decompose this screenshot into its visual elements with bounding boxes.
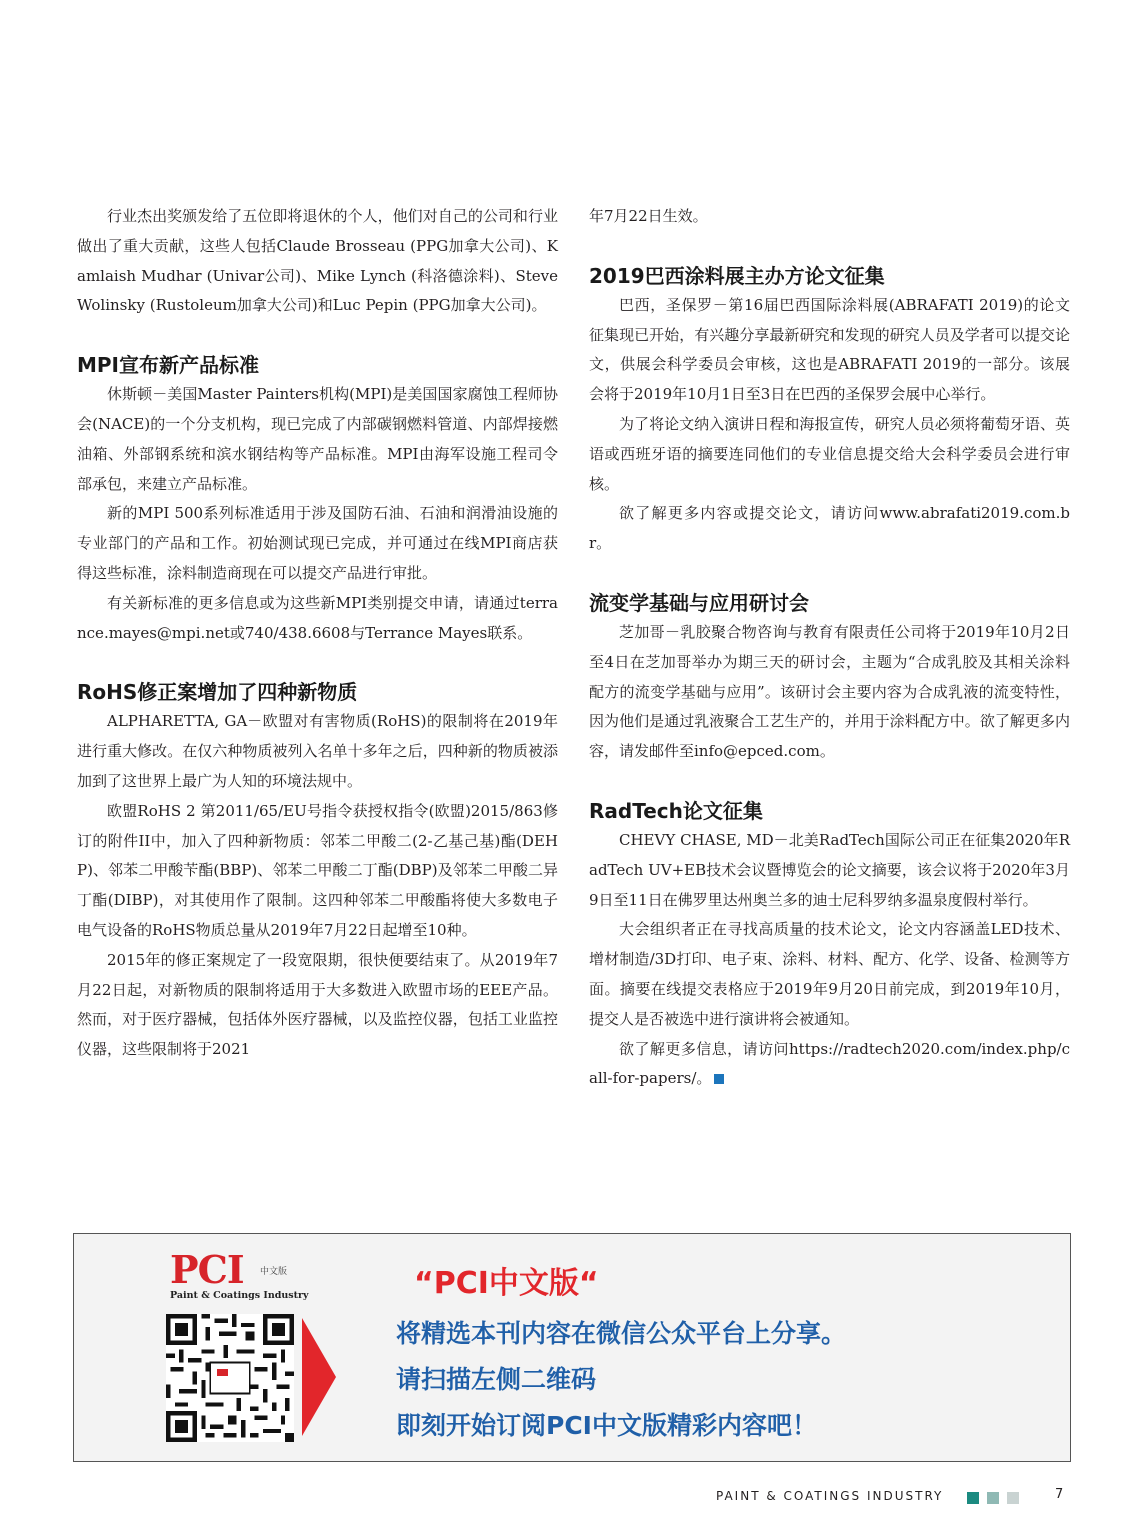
paragraph-mpi-2: 新的MPI 500系列标准适用于涉及国防石油、石油和润滑油设施的专业部门的产品和工作。初始测试现已完成，并可通过在线MPI商店获得这些标准，涂料制造商现在可以提交产品进行审批。 bbox=[77, 504, 558, 582]
left-column bbox=[77, 202, 558, 1065]
heading-brazil: 2019巴西涂料展主办方论文征集 bbox=[589, 263, 885, 288]
pci-logo bbox=[170, 1247, 309, 1302]
paragraph-rohs-3: 2015年的修正案规定了一段宽限期，很快便要结束了。从2019年7月22日起，对新物质的限制将适用于大多数进入欧盟市场的EEE产品。然而，对于医疗器械，包括体外医疗器械，以及监控仪器，包括工业监控仪器，这些限制将于2021 bbox=[77, 950, 558, 1059]
paragraph-rheology: 芝加哥－乳胶聚合物咨询与教育有限责任公司将于2019年10月2日至4日在芝加哥举办为期三天的研讨会，主题为“合成乳胶及其相关涂料配方的流变学基础与应用”。该研讨会主要内容为合成乳液的流变特性，因为他们是通过乳液聚合工艺生产的，并用于涂料配方中。欲了解更多内容，请发邮件至info@epced.com。 bbox=[589, 622, 1070, 761]
promo-box bbox=[73, 1233, 1071, 1462]
promo-line-3: 即刻开始订阅PCI中文版精彩内容吧！ bbox=[396, 1411, 817, 1440]
paragraph-radtech-1: CHEVY CHASE, MD－北美RadTech国际公司正在征集2020年RadTech UV+EB技术会议暨博览会的论文摘要，该会议将于2020年3月9日至11日在佛罗里达州奥兰多的迪士尼科罗纳多温泉度假村举行。 bbox=[589, 830, 1070, 909]
heading-mpi: MPI宣布新产品标准 bbox=[77, 353, 260, 378]
paragraph-rohs-continued: 年7月22日生效。 bbox=[589, 207, 708, 225]
pci-logo-cn: 中文版 bbox=[260, 1267, 288, 1277]
paragraph-radtech-2: 大会组织者正在寻找高质量的技术论文，论文内容涵盖LED技术、增材制造/3D打印、电子束、涂料、材料、配方、化学、设备、检测等方面。摘要在线提交表格应于2019年9月20日前完成，到2019年10月，提交人是否被选中进行演讲将会被通知。 bbox=[589, 920, 1070, 1028]
footer-magazine-name: PAINT & COATINGS INDUSTRY bbox=[716, 1489, 944, 1503]
paragraph-brazil-2: 为了将论文纳入演讲日程和海报宣传，研究人员必须将葡萄牙语、英语或西班牙语的摘要连同他们的专业信息提交给大会科学委员会进行审核。 bbox=[589, 414, 1070, 493]
paragraph-brazil-3: 欲了解更多内容或提交论文，请访问www.abrafati2019.com.br。 bbox=[589, 504, 1070, 553]
heading-rheology: 流变学基础与应用研讨会 bbox=[589, 590, 809, 615]
promo-line-1: 将精选本刊内容在微信公众平台上分享。 bbox=[396, 1319, 847, 1348]
paragraph-radtech-3 bbox=[589, 1035, 1070, 1095]
page-number: 7 bbox=[1055, 1487, 1064, 1502]
paragraph-awards: 行业杰出奖颁发给了五位即将退休的个人，他们对自己的公司和行业做出了重大贡献，这些人包括Claude Brosseau (PPG加拿大公司)、Kamlaish Mudhar (Univar公司)、Mike Lynch (科洛德涂料)、Steve Wolinsky (Rustoleum加拿大公司)和Luc Pepin (PPG加拿大公司)。 bbox=[77, 207, 558, 315]
heading-radtech: RadTech论文征集 bbox=[589, 798, 763, 823]
promo-line-2: 请扫描左侧二维码 bbox=[396, 1365, 597, 1394]
paragraph-rohs-1: ALPHARETTA, GA－欧盟对有害物质(RoHS)的限制将在2019年进行重大修改。在仅六种物质被列入名单十多年之后，四种新的物质被添加到了这世界上最广为人知的环境法规中。 bbox=[77, 712, 558, 790]
end-mark-icon bbox=[714, 1074, 724, 1084]
pci-logo-subtitle: Paint & Coatings Industry bbox=[170, 1290, 309, 1301]
paragraph-rohs-2: 欧盟RoHS 2 第2011/65/EU号指令获授权指令(欧盟)2015/863修订的附件II中，加入了四种新物质：邻苯二甲酸二(2-乙基己基)酯(DEHP)、邻苯二甲酸苄酯(BBP)、邻苯二甲酸二丁酯(DBP)及邻苯二甲酸二异丁酯(DIBP)，对其使用作了限制。这四种邻苯二甲酸酯将使大多数电子电气设备的RoHS物质总量从2019年7月22日起增至10种。 bbox=[77, 801, 558, 939]
pci-logo-text: PCI bbox=[170, 1247, 244, 1292]
heading-rohs: RoHS修正案增加了四种新物质 bbox=[77, 680, 358, 705]
paragraph-brazil-1: 巴西，圣保罗－第16届巴西国际涂料展(ABRAFATI 2019)的论文征集现已开始，有兴趣分享最新研究和发现的研究人员及学者可以提交论文，供展会科学委员会审核，这也是ABRAFATI 2019的一部分。该展会将于2019年10月1日至3日在巴西的圣保罗会展中心举行。 bbox=[589, 295, 1070, 404]
footer-square-2 bbox=[987, 1492, 999, 1504]
footer-square-3 bbox=[1007, 1492, 1019, 1504]
qr-code-icon[interactable] bbox=[166, 1314, 294, 1442]
paragraph-radtech-3-text: 欲了解更多信息，请访问https://radtech2020.com/index.php/call-for-papers/。 bbox=[589, 1039, 1070, 1088]
paragraph-mpi-1: 休斯顿－美国Master Painters机构(MPI)是美国国家腐蚀工程师协会(NACE)的一个分支机构，现已完成了内部碳钢燃料管道、内部焊接燃油箱、外部钢系统和滨水钢结构等产品标准。MPI由海军设施工程司令部承包，来建立产品标准。 bbox=[77, 385, 558, 493]
footer-square-1 bbox=[967, 1492, 979, 1504]
red-arrow-icon bbox=[302, 1318, 336, 1436]
right-column bbox=[589, 202, 1070, 1094]
paragraph-mpi-3: 有关新标准的更多信息或为这些新MPI类别提交申请，请通过terrance.mayes@mpi.net或740/438.6608与Terrance Mayes联系。 bbox=[77, 593, 558, 642]
promo-title: “PCI中文版“ bbox=[414, 1266, 599, 1301]
